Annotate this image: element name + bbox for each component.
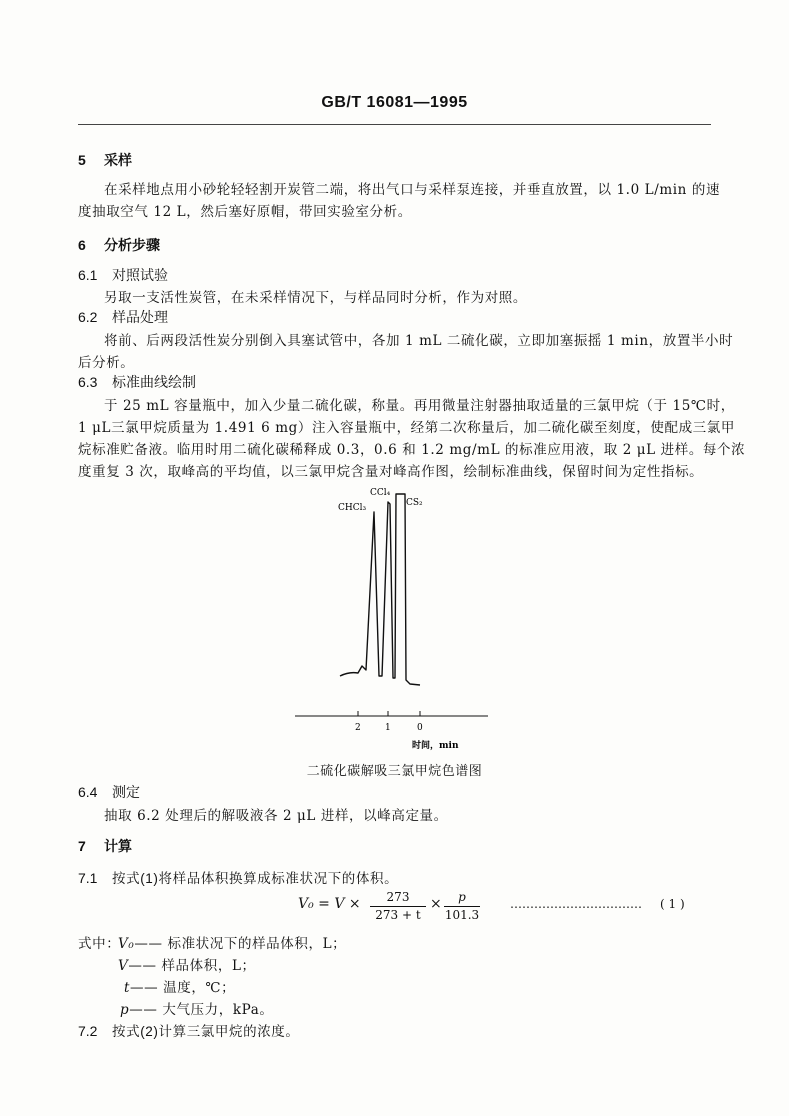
subsection-6-3-heading [78, 372, 196, 392]
subsection-number: 6.3 [78, 374, 98, 390]
definition-t [124, 976, 235, 996]
fraction-2-denominator: 101.3 [444, 908, 480, 922]
subsection-text: 按式(1)将样品体积换算成标准状况下的体积。 [112, 871, 399, 886]
section-5-para-line1: 在采样地点用小砂轮轻轻割开炭管二端，将出气口与采样泵连接，并垂直放置，以 1.0 L/min 的速 [104, 182, 721, 198]
section-7-heading [78, 836, 132, 856]
definition-text: —— 样品体积，L； [128, 958, 256, 974]
fraction-1-bar [370, 906, 426, 907]
section-title: 分析步骤 [104, 237, 160, 253]
axis-tick-label-2: 2 [355, 723, 361, 733]
axis-label: 时间，min [412, 741, 459, 751]
definition-text: —— 温度，℃； [130, 980, 236, 996]
axis-tick-label-1: 1 [385, 723, 391, 733]
chromatogram-trace [340, 494, 420, 685]
subsection-number: 6.1 [78, 267, 98, 283]
where-prefix: 式中： [78, 936, 121, 952]
subsection-6-4-para: 抽取 6.2 处理后的解吸液各 2 μL 进样，以峰高定量。 [104, 808, 448, 824]
definition-symbol: V [118, 958, 129, 974]
subsection-7-1 [78, 867, 398, 887]
axis-tick-label-0: 0 [417, 723, 423, 733]
subsection-6-3-para-line3: 烷标准贮备液。临用时用二硫化碳稀释成 0.3，0.6 和 1.2 mg/mL 的标准应用液，取 2 μL 进样。每个浓 [78, 442, 746, 458]
subsection-6-3-para-line2: 1 μL三氯甲烷质量为 1.491 6 mg）注入容量瓶中，经第二次称量后，加二硫化碳至刻度，使配成三氯甲 [78, 420, 735, 436]
fraction-2-bar [444, 906, 480, 907]
chromatogram-figure [290, 480, 500, 760]
subsection-number: 6.2 [78, 309, 98, 325]
definition-v0 [118, 932, 346, 952]
fraction-1-numerator: 273 [386, 890, 410, 904]
definition-symbol: t [124, 980, 131, 996]
subsection-number: 7.1 [78, 870, 98, 886]
peak-label-ccl4: CCl₄ [370, 488, 391, 498]
subsection-title: 测定 [112, 784, 140, 800]
subsection-6-3-para-line1: 于 25 mL 容量瓶中，加入少量二硫化碳，称量。再用微量注射器抽取适量的三氯甲烷（于 15℃时， [104, 398, 735, 414]
section-number: 5 [78, 152, 86, 168]
subsection-text: 按式(2)计算三氯甲烷的浓度。 [112, 1024, 300, 1039]
subsection-6-3-para-line4: 度重复 3 次，取峰高的平均值，以三氯甲烷含量对峰高作图，绘制标准曲线，保留时间为定性指标。 [78, 464, 704, 480]
subsection-title: 样品处理 [112, 309, 168, 325]
figure-caption: 二硫化碳解吸三氯甲烷色谱图 [306, 764, 483, 779]
definition-text: —— 大气压力，kPa。 [129, 1002, 274, 1018]
section-6-heading [78, 235, 160, 255]
header-rule [78, 124, 711, 125]
subsection-6-1-heading [78, 265, 168, 285]
section-number: 6 [78, 237, 86, 253]
page-header: GB/T 16081—1995 [321, 94, 468, 111]
formula-leader-dots: …………………………… [510, 897, 642, 911]
subsection-7-2 [78, 1020, 300, 1040]
subsection-number: 7.2 [78, 1023, 98, 1039]
formula-lhs: V₀ = V × [298, 896, 361, 912]
subsection-title: 对照试验 [112, 267, 168, 283]
definition-text: —— 标准状况下的样品体积，L； [134, 936, 347, 952]
fraction-1-denominator: 273 + t [375, 908, 421, 922]
subsection-6-2-heading [78, 307, 168, 327]
subsection-title: 标准曲线绘制 [112, 374, 196, 390]
subsection-6-2-para-line2: 后分析。 [78, 355, 135, 371]
peak-label-chcl3: CHCl₃ [338, 503, 367, 513]
subsection-6-2-para-line1: 将前、后两段活性炭分别倒入具塞试管中，各加 1 mL 二硫化碳，立即加塞振摇 1 min，放置半小时 [104, 333, 734, 349]
definition-v [118, 954, 256, 974]
peak-label-cs2: CS₂ [406, 498, 423, 508]
subsection-6-1-para: 另取一支活性炭管，在未采样情况下，与样品同时分析，作为对照。 [104, 290, 527, 306]
section-5-heading [78, 150, 132, 170]
definition-symbol: p [120, 1002, 130, 1018]
section-5-para-line2: 度抽取空气 12 L，然后塞好原帽，带回实验室分析。 [78, 204, 412, 220]
subsection-number: 6.4 [78, 784, 98, 800]
section-number: 7 [78, 838, 86, 854]
definition-symbol: V₀ [118, 936, 135, 952]
subsection-6-4-heading [78, 782, 140, 802]
formula-times: × [430, 896, 442, 912]
definition-p [120, 998, 273, 1018]
section-title: 采样 [104, 152, 132, 168]
section-title: 计算 [104, 838, 132, 854]
fraction-2-numerator: p [458, 890, 466, 904]
formula-equation-number: ( 1 ) [660, 897, 685, 911]
